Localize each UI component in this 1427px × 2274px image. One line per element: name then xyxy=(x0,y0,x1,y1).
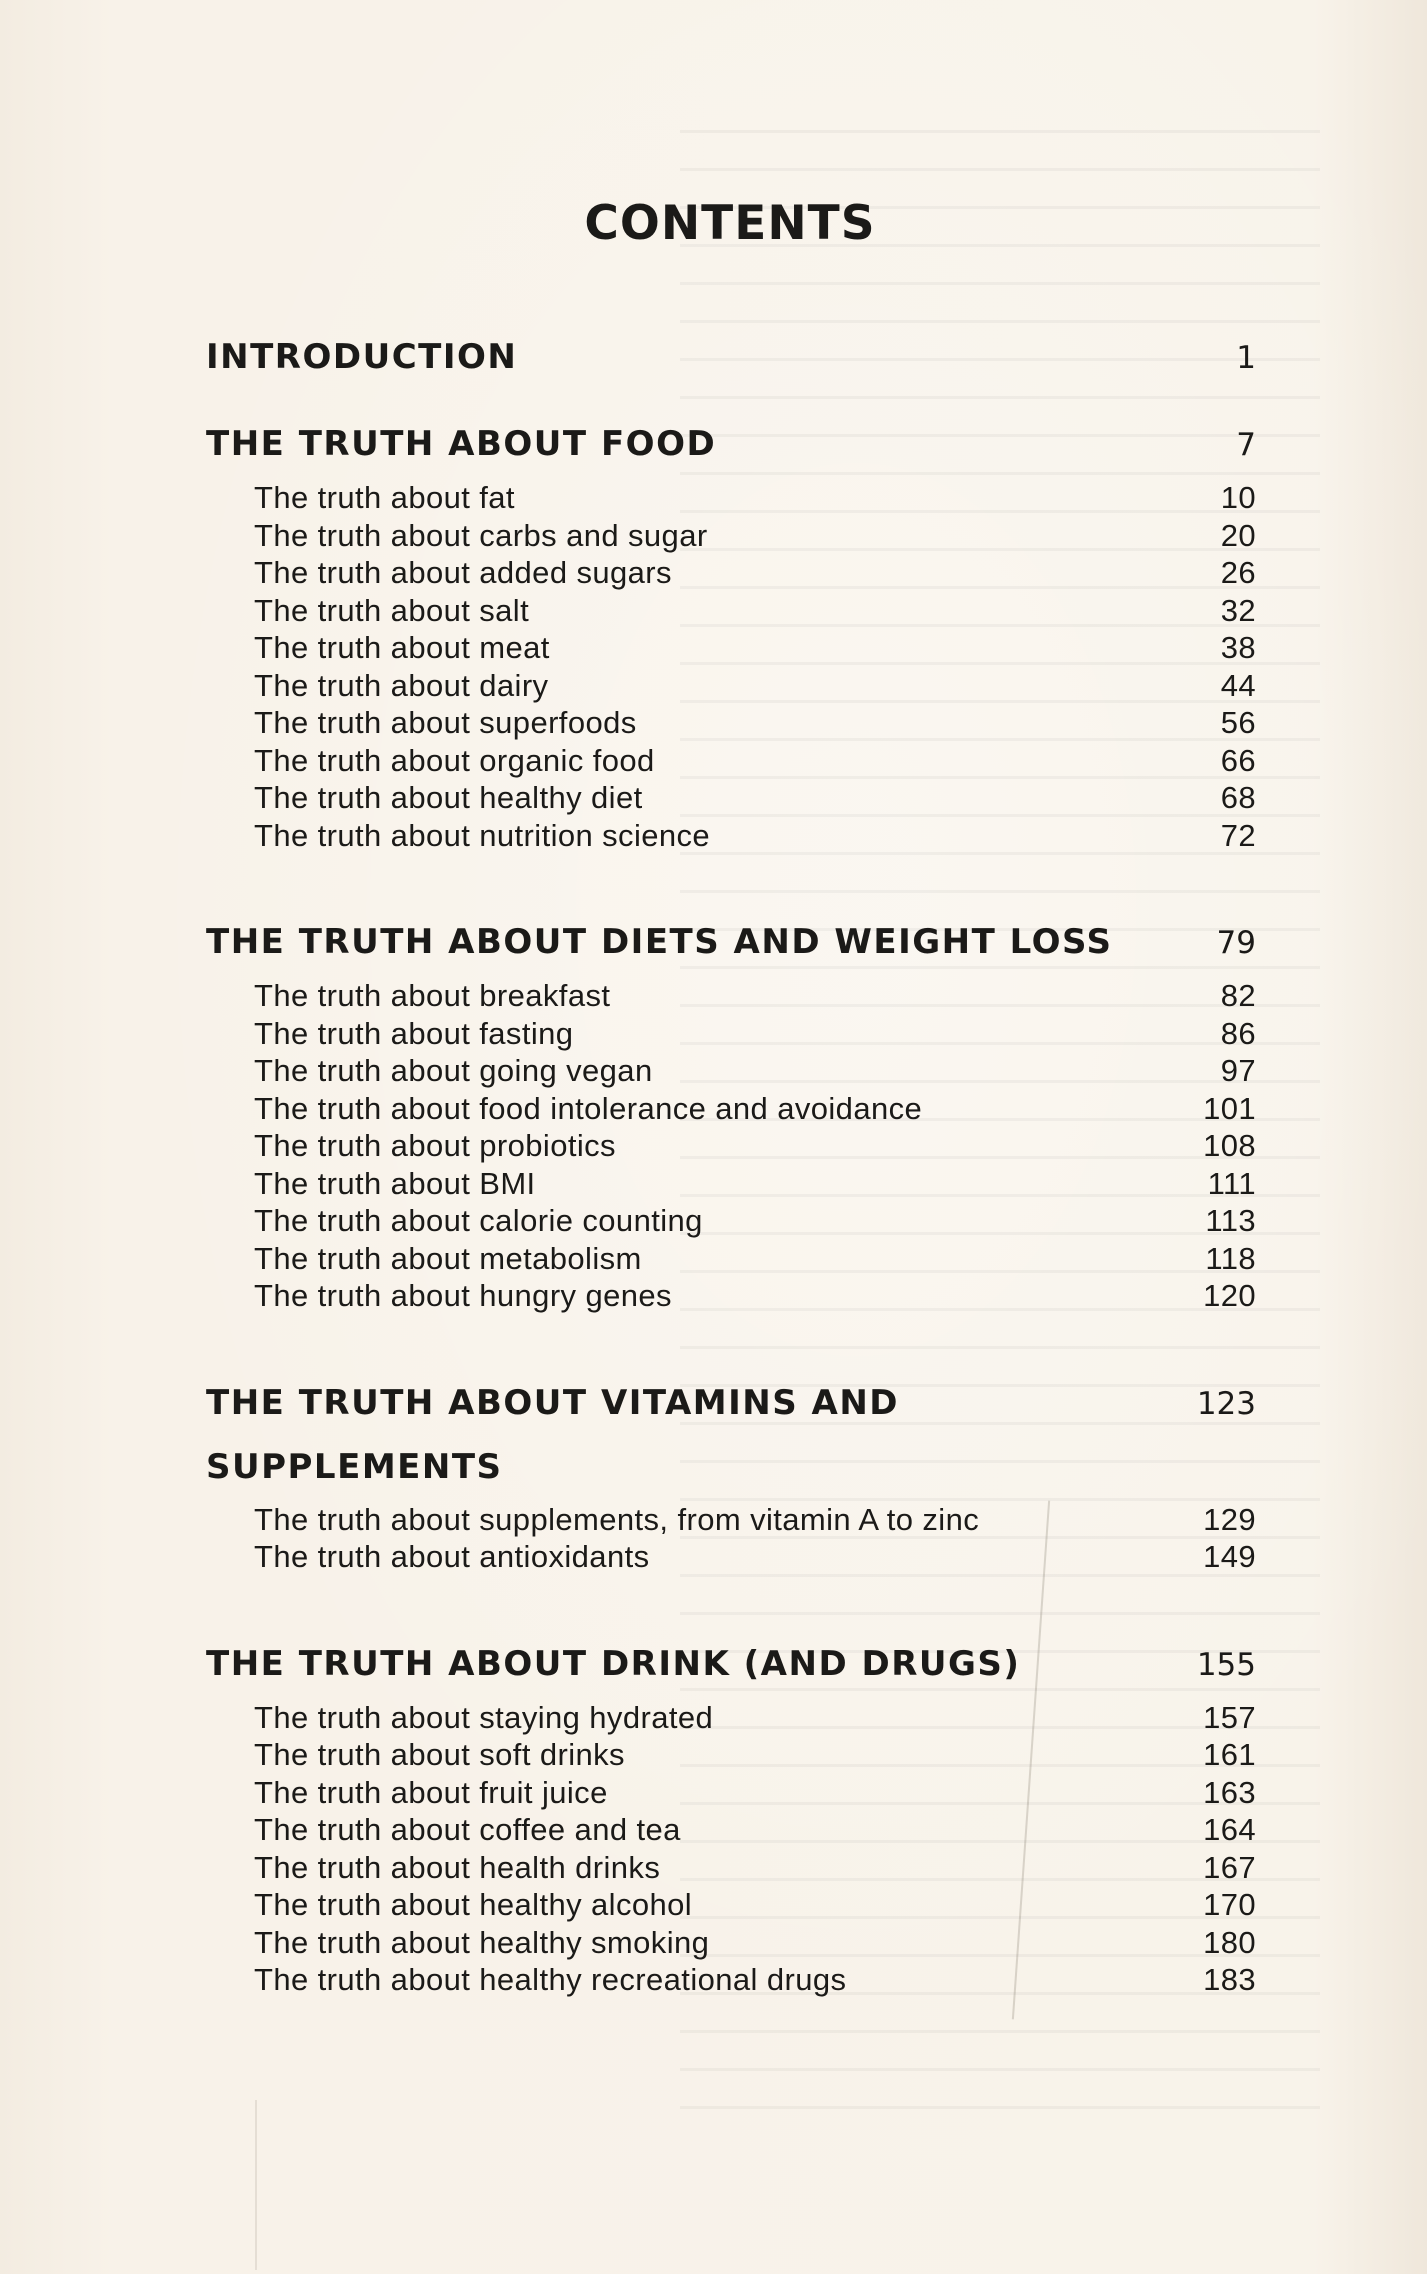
entry-label: The truth about BMI xyxy=(254,1165,536,1201)
entry-label: The truth about probiotics xyxy=(254,1128,616,1163)
section-page-number: 155 xyxy=(1196,1646,1256,1683)
entry-page-number: 164 xyxy=(1203,1812,1256,1847)
entry-label: The truth about dairy xyxy=(254,667,549,703)
entry-page-number: 167 xyxy=(1203,1849,1256,1885)
entry-label: The truth about going vegan xyxy=(254,1053,653,1088)
entry-label: The truth about antioxidants xyxy=(254,1539,650,1574)
toc-entry xyxy=(206,479,1256,517)
section-page-number: 79 xyxy=(1216,925,1256,961)
entry-page-number: 183 xyxy=(1203,1962,1256,1997)
toc-entry xyxy=(206,667,1256,705)
entry-list xyxy=(206,479,1256,854)
entry-page-number: 10 xyxy=(1220,480,1256,515)
entry-label: The truth about nutrition science xyxy=(254,817,711,853)
entry-label: The truth about healthy smoking xyxy=(254,1924,710,1960)
toc-entry xyxy=(206,1202,1256,1240)
section-page-number: 1 xyxy=(1236,340,1256,376)
entry-page-number: 26 xyxy=(1220,555,1256,590)
entry-label: The truth about organic food xyxy=(254,742,655,778)
toc-entry xyxy=(206,779,1256,817)
table-of-contents xyxy=(206,325,1256,1999)
toc-entry xyxy=(206,1052,1256,1090)
entry-page-number: 120 xyxy=(1203,1278,1256,1313)
entry-page-number: 157 xyxy=(1203,1699,1256,1735)
entry-list xyxy=(206,1699,1256,1999)
toc-entry xyxy=(206,1886,1256,1924)
entry-label: The truth about staying hydrated xyxy=(254,1699,714,1735)
entry-page-number: 66 xyxy=(1220,742,1256,778)
entry-page-number: 44 xyxy=(1220,667,1256,703)
entry-label: The truth about soft drinks xyxy=(254,1737,625,1772)
entry-label: The truth about calorie counting xyxy=(254,1203,703,1238)
toc-entry xyxy=(206,1811,1256,1849)
entry-page-number: 108 xyxy=(1203,1128,1256,1163)
toc-entry xyxy=(206,1699,1256,1737)
entry-page-number: 72 xyxy=(1220,817,1256,853)
entry-label: The truth about healthy diet xyxy=(254,780,643,815)
entry-page-number: 20 xyxy=(1220,517,1256,553)
entry-label: The truth about breakfast xyxy=(254,978,611,1013)
section-heading: INTRODUCTION xyxy=(206,337,518,377)
toc-entry xyxy=(206,1015,1256,1053)
entry-label: The truth about fasting xyxy=(254,1015,574,1051)
section-heading: THE TRUTH ABOUT VITAMINS AND SUPPLEMENTS xyxy=(206,1382,900,1487)
toc-entry xyxy=(206,1774,1256,1812)
toc-entry xyxy=(206,742,1256,780)
entry-page-number: 129 xyxy=(1203,1501,1256,1537)
entry-label: The truth about salt xyxy=(254,592,530,628)
toc-entry xyxy=(206,1501,1256,1539)
entry-page-number: 38 xyxy=(1220,630,1256,665)
entry-label: The truth about healthy alcohol xyxy=(254,1887,693,1922)
entry-page-number: 56 xyxy=(1220,705,1256,740)
entry-page-number: 163 xyxy=(1203,1774,1256,1810)
entry-page-number: 161 xyxy=(1203,1737,1256,1772)
entry-label: The truth about fruit juice xyxy=(254,1774,608,1810)
toc-entry xyxy=(206,554,1256,592)
entry-label: The truth about coffee and tea xyxy=(254,1812,681,1847)
entry-label: The truth about metabolism xyxy=(254,1240,642,1276)
toc-entry xyxy=(206,1090,1256,1128)
toc-entry xyxy=(206,1240,1256,1278)
section-heading: THE TRUTH ABOUT DRINK (AND DRUGS) xyxy=(206,1643,1021,1684)
toc-entry xyxy=(206,592,1256,630)
section-page-number: 123 xyxy=(1196,1385,1256,1422)
entry-page-number: 180 xyxy=(1203,1924,1256,1960)
entry-page-number: 118 xyxy=(1205,1240,1256,1276)
section-heading-row xyxy=(206,325,1256,390)
entry-page-number: 149 xyxy=(1203,1539,1256,1574)
entry-label: The truth about added sugars xyxy=(254,555,672,590)
toc-entry xyxy=(206,817,1256,855)
entry-page-number: 170 xyxy=(1203,1887,1256,1922)
entry-label: The truth about fat xyxy=(254,480,515,515)
toc-entry xyxy=(206,1961,1256,1999)
toc-entry xyxy=(206,629,1256,667)
toc-entry xyxy=(206,977,1256,1015)
page-title: CONTENTS xyxy=(584,196,876,251)
entry-label: The truth about meat xyxy=(254,630,550,665)
section-heading-row xyxy=(206,910,1256,975)
toc-entry xyxy=(206,704,1256,742)
entry-page-number: 82 xyxy=(1220,978,1256,1013)
entry-list xyxy=(206,977,1256,1315)
section-heading: THE TRUTH ABOUT DIETS AND WEIGHT LOSS xyxy=(206,922,1113,962)
entry-label: The truth about superfoods xyxy=(254,705,637,740)
toc-entry xyxy=(206,1277,1256,1315)
entry-label: The truth about carbs and sugar xyxy=(254,517,708,553)
entry-label: The truth about supplements, from vitamin A to zinc xyxy=(254,1501,980,1537)
page-crease xyxy=(255,2100,257,2270)
entry-page-number: 86 xyxy=(1220,1015,1256,1051)
section-heading-row xyxy=(206,412,1256,477)
toc-entry xyxy=(206,1165,1256,1203)
section-heading-row xyxy=(206,1632,1256,1697)
entry-label: The truth about health drinks xyxy=(254,1849,661,1885)
entry-page-number: 101 xyxy=(1203,1090,1256,1126)
entry-page-number: 97 xyxy=(1220,1053,1256,1088)
entry-page-number: 68 xyxy=(1220,780,1256,815)
entry-page-number: 113 xyxy=(1205,1203,1256,1238)
toc-entry xyxy=(206,1924,1256,1962)
section-heading-row xyxy=(206,1371,1256,1499)
entry-label: The truth about food intolerance and avoidance xyxy=(254,1090,923,1126)
entry-list xyxy=(206,1501,1256,1576)
toc-entry xyxy=(206,1538,1256,1576)
section-heading: THE TRUTH ABOUT FOOD xyxy=(206,424,717,464)
toc-entry xyxy=(206,1736,1256,1774)
toc-entry xyxy=(206,517,1256,555)
toc-entry xyxy=(206,1849,1256,1887)
entry-page-number: 32 xyxy=(1220,592,1256,628)
entry-label: The truth about hungry genes xyxy=(254,1278,672,1313)
section-page-number: 7 xyxy=(1236,427,1256,463)
entry-label: The truth about healthy recreational drugs xyxy=(254,1962,847,1997)
entry-page-number: 111 xyxy=(1207,1165,1256,1201)
toc-entry xyxy=(206,1127,1256,1165)
